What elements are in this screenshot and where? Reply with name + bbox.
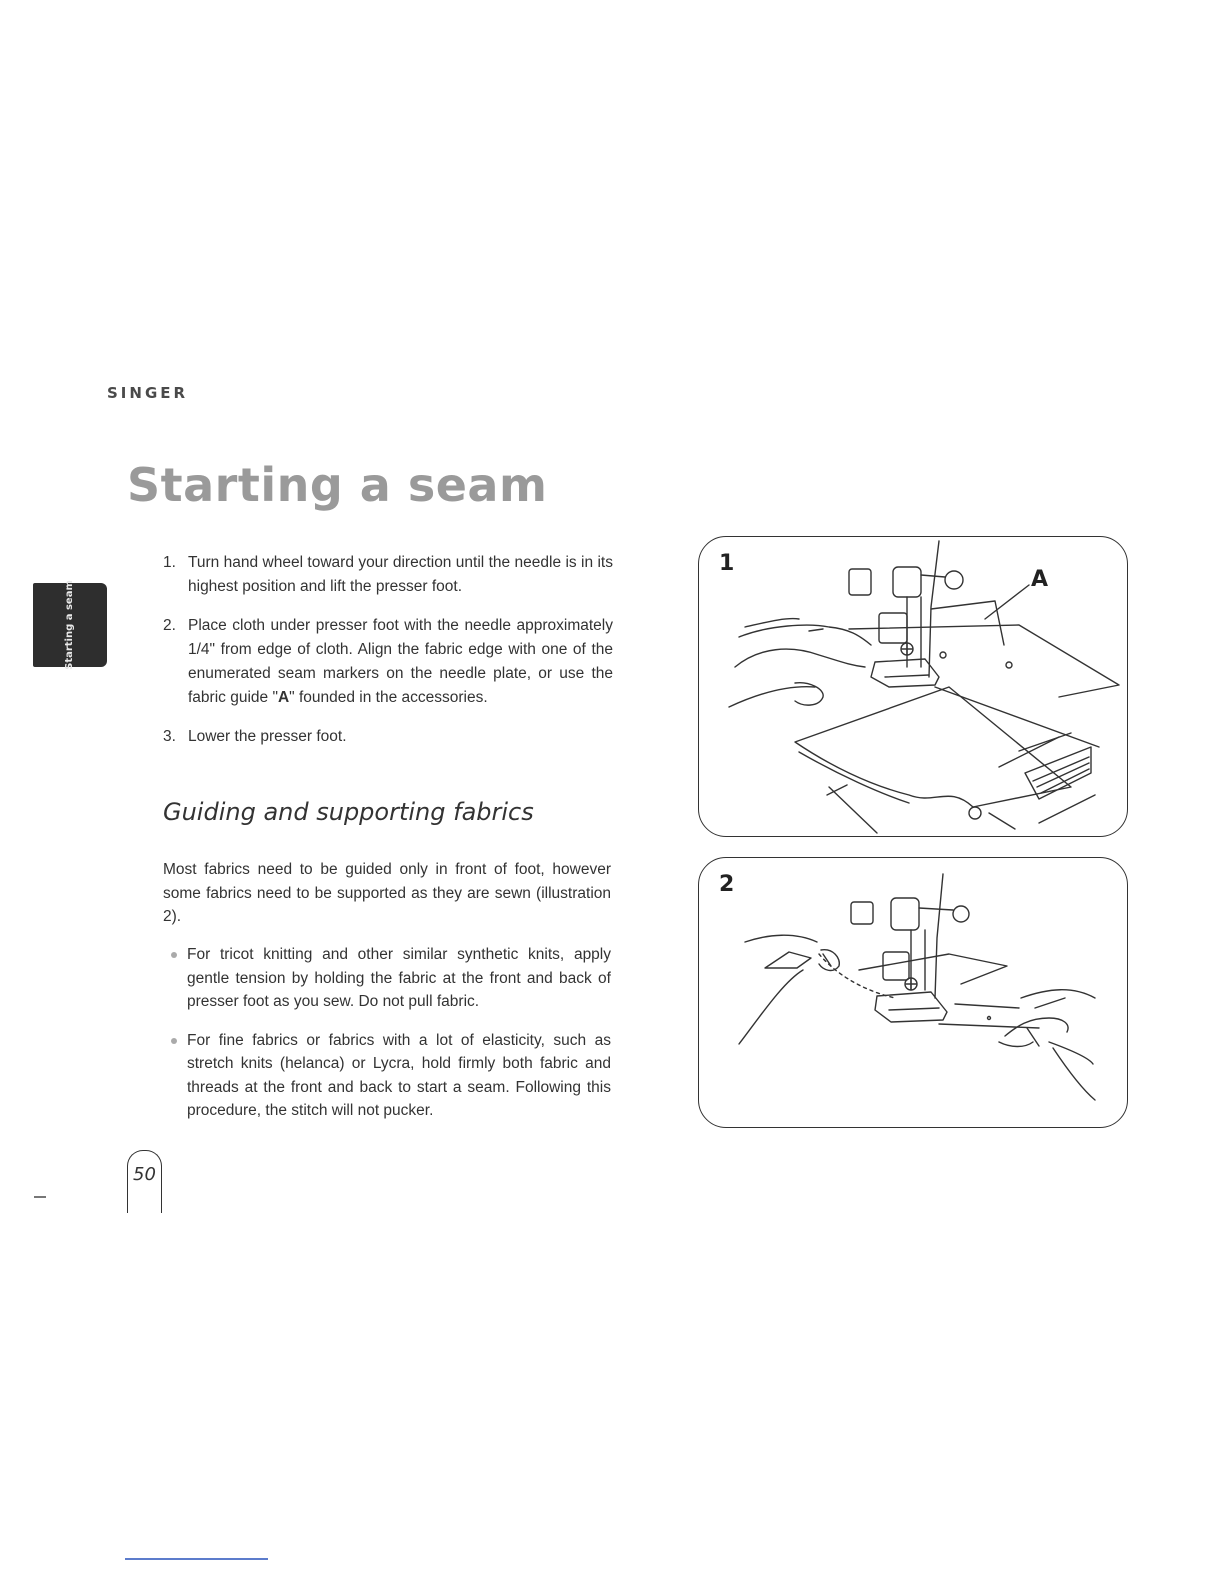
tips-list [163, 943, 611, 1138]
tip-item [163, 943, 611, 1014]
margin-mark [34, 1196, 46, 1198]
step-text: Lower the presser foot. [188, 728, 347, 745]
tip-item [163, 1029, 611, 1123]
illustration-number: 1 [719, 551, 735, 576]
page-number: 50 [133, 1164, 156, 1185]
brand-logo: SINGER [107, 384, 189, 402]
section-tab [33, 580, 107, 670]
tip-text: For fine fabrics or fabrics with a lot of elasticity, such as stretch knits (helanca) or Lycra, hold firmly both fabric and threads at the front and back to start a seam. Following this procedure, the stitch will not pucker. [187, 1031, 611, 1119]
illustration-number: 2 [719, 872, 735, 897]
tip-text: For tricot knitting and other similar synthetic knits, apply gentle tension by holding the fabric at the front and back of presser foot as you sew. Do not pull fabric. [187, 946, 611, 1010]
step-item [163, 614, 613, 710]
step-number: 3. [163, 728, 176, 745]
bullet-icon [171, 1038, 177, 1044]
section-tab-label: Starting a seam [64, 580, 75, 670]
footer-rule [125, 1558, 268, 1560]
steps-list [163, 551, 613, 764]
step-text-tail: " founded in the accessories. [289, 689, 488, 706]
sewing-machine-drawing [699, 858, 1127, 1127]
section-subheading: Guiding and supporting fabrics [163, 798, 534, 826]
step-number: 2. [163, 617, 176, 634]
step-text: Place cloth under presser foot with the needle approximately 1/4" from edge of cloth. Align the fabric edge with one of the enumerated seam markers on the needle plate, or use the fabric guide " [188, 617, 613, 706]
fabric-guide-label: A [277, 689, 290, 706]
intro-paragraph: Most fabrics need to be guided only in front of foot, however some fabrics need to be supported as they are sewn (illustration 2). [163, 861, 611, 925]
step-number: 1. [163, 554, 176, 571]
page-title: Starting a seam [127, 458, 548, 512]
sewing-machine-drawing [699, 537, 1127, 836]
fabric-guide-callout: A [1031, 567, 1049, 592]
page-number-tab [127, 1150, 162, 1213]
illustration-2 [698, 857, 1128, 1128]
illustration-1 [698, 536, 1128, 837]
step-item [163, 551, 613, 599]
step-text: Turn hand wheel toward your direction until the needle is in its highest position and lift the presser foot. [188, 554, 613, 595]
step-item [163, 725, 613, 749]
bullet-icon [171, 952, 177, 958]
